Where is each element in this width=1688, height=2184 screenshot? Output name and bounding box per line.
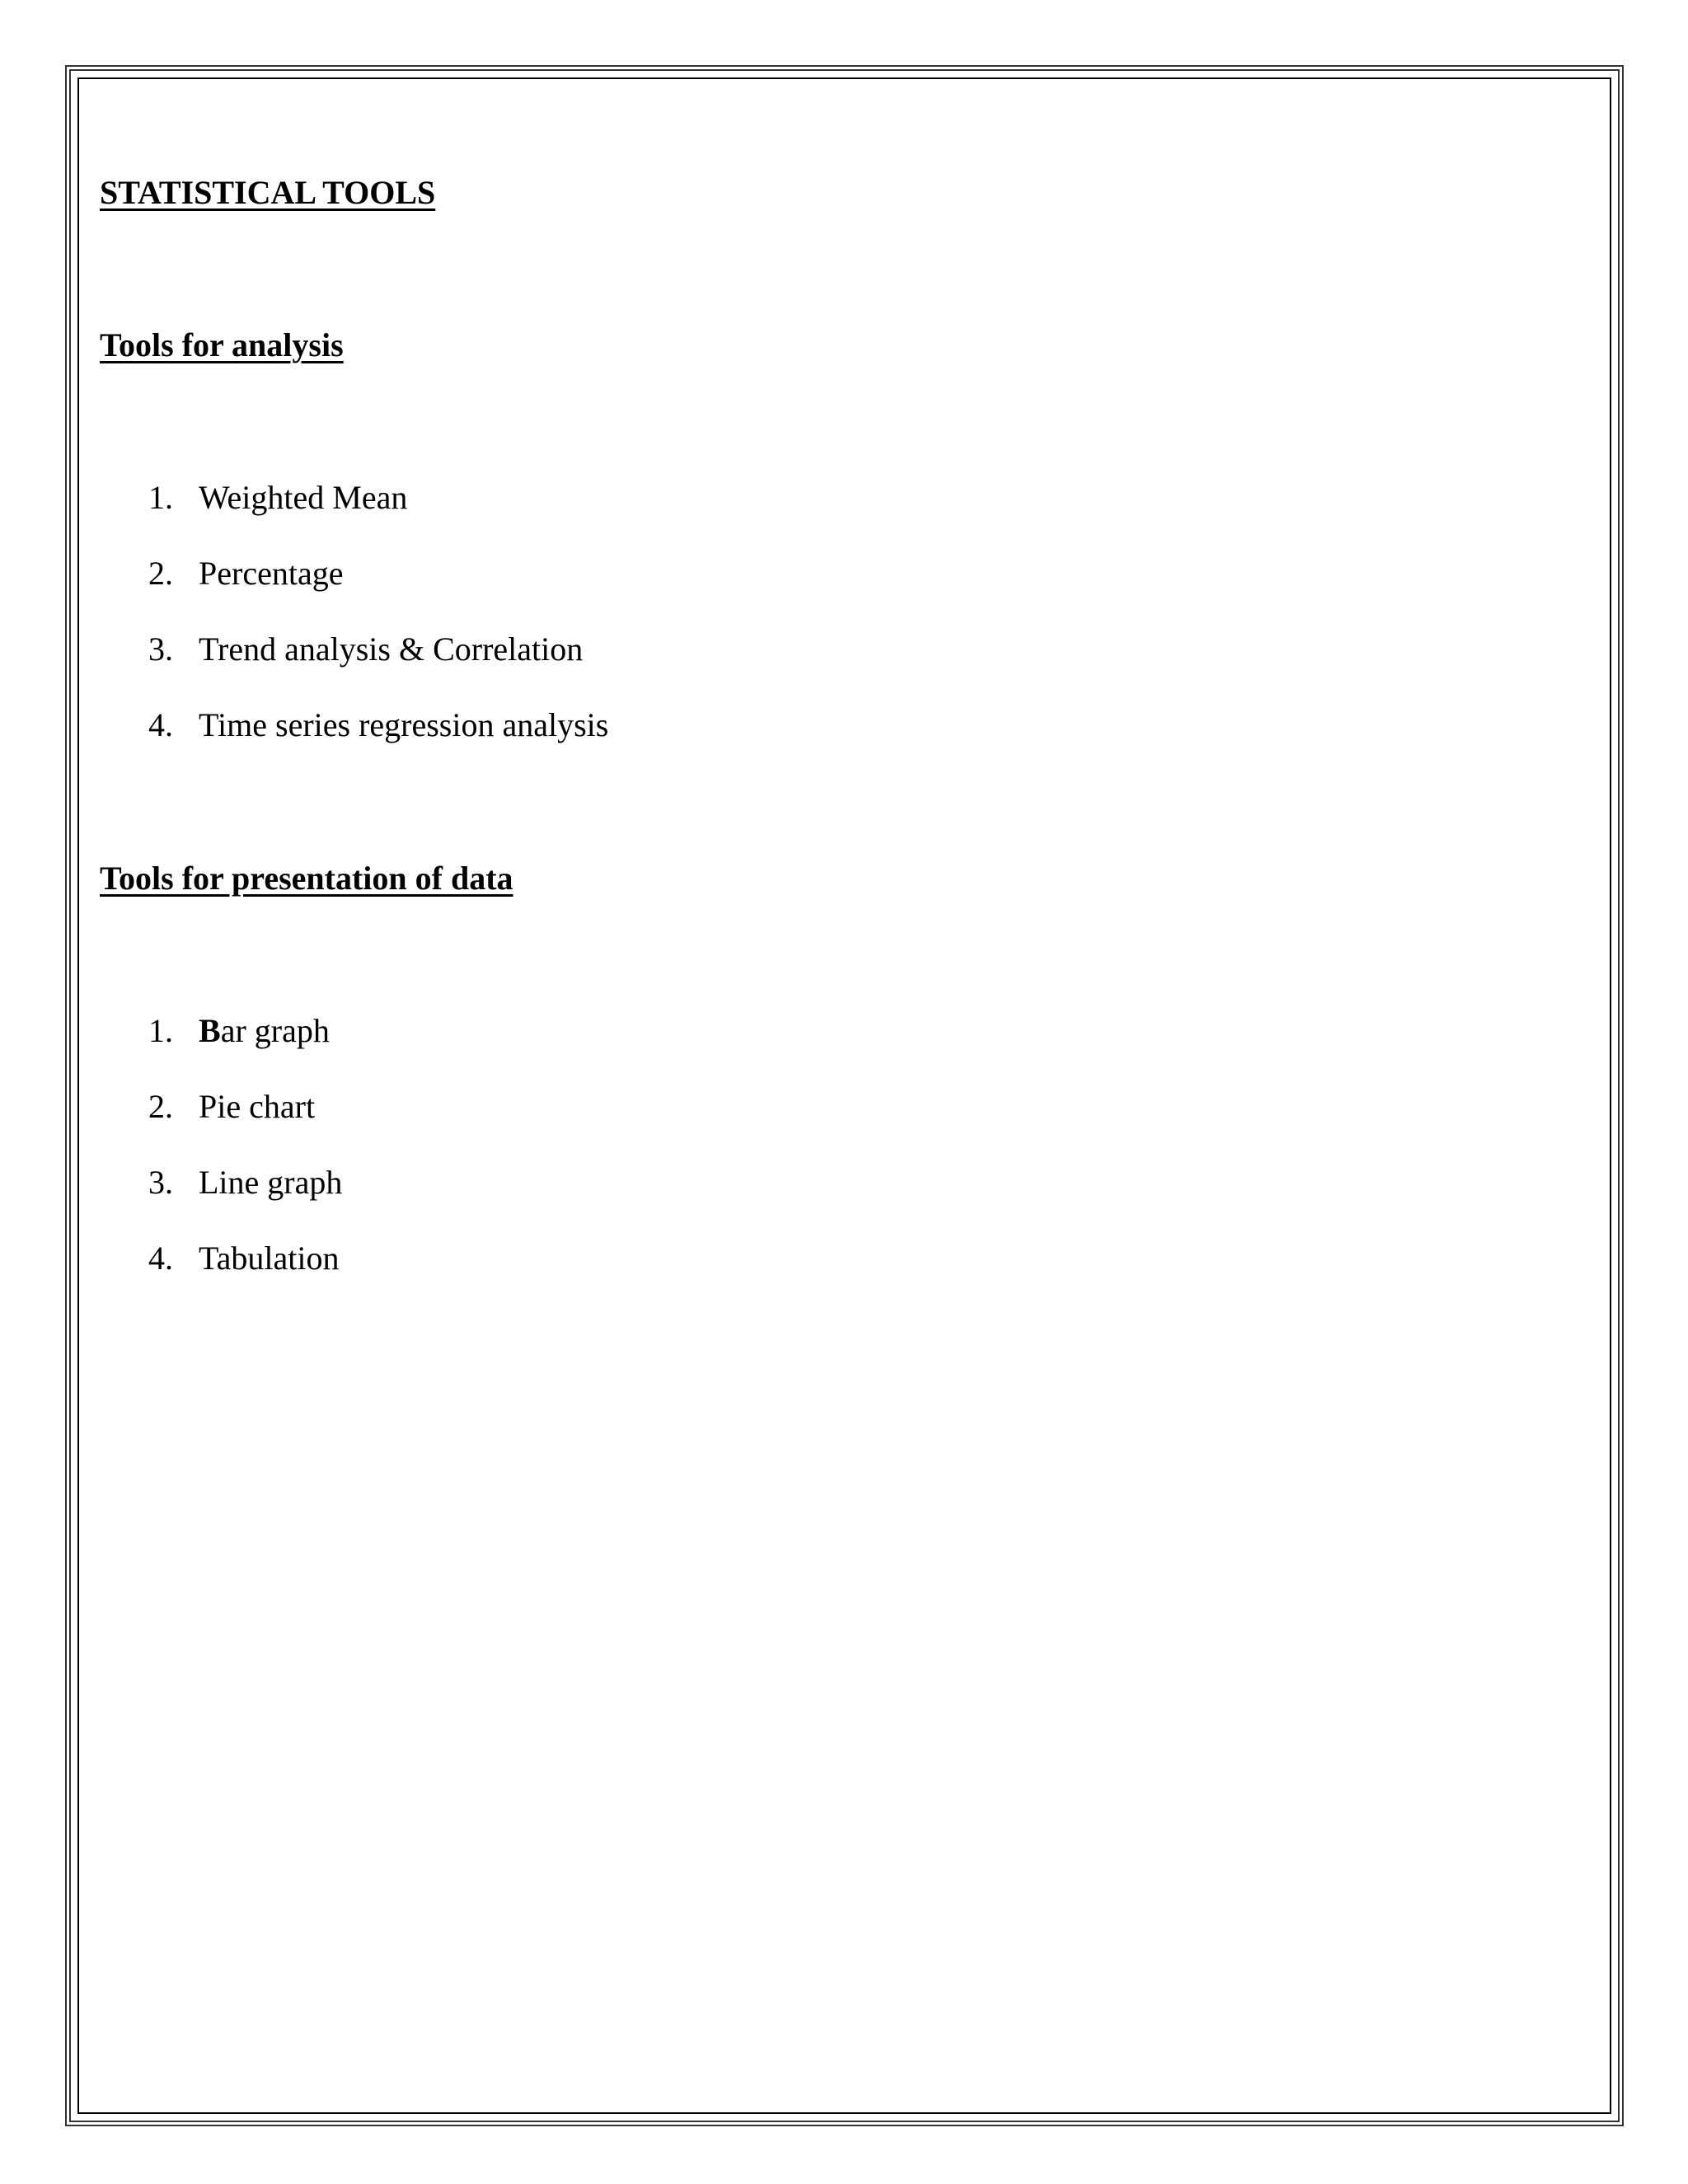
list-item-number: 4. <box>148 706 173 743</box>
list-item-text: Trend analysis & Correlation <box>199 630 584 668</box>
list-item-number: 1. <box>148 1012 173 1049</box>
section-heading-analysis: Tools for analysis <box>100 326 344 363</box>
list-item-number: 4. <box>148 1240 173 1277</box>
list-item-text: Time series regression analysis <box>199 706 609 743</box>
list-item-text: Percentage <box>199 555 344 592</box>
list-item-text <box>199 1012 330 1049</box>
list-item-number: 2. <box>148 1088 173 1125</box>
section-heading-presentation: Tools for presentation of data <box>100 860 513 897</box>
list-item-number: 2. <box>148 555 173 592</box>
list-item-bold-prefix: B <box>199 1012 221 1049</box>
list-item-text-rest: ar graph <box>220 1012 330 1049</box>
list-item-text: Pie chart <box>199 1088 316 1125</box>
list-item-text: Weighted Mean <box>199 479 408 516</box>
list-item-number: 3. <box>148 630 173 668</box>
page-title: STATISTICAL TOOLS <box>100 174 436 211</box>
list-item-number: 1. <box>148 479 173 516</box>
list-item-number: 3. <box>148 1164 173 1201</box>
list-item-text: Tabulation <box>199 1240 340 1277</box>
list-item-text: Line graph <box>199 1164 343 1201</box>
